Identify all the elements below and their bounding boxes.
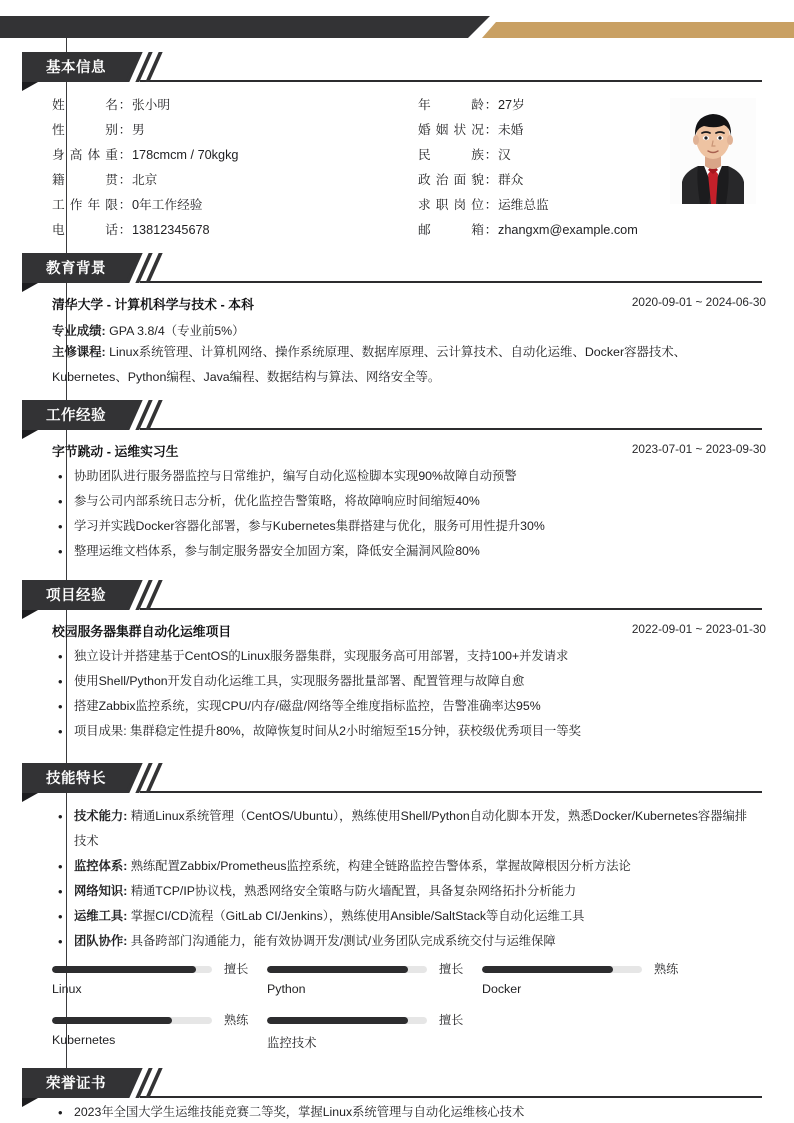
work-bullet-item: • 协助团队进行服务器监控与日常维护，编写自动化巡检脚本实现90%故障自动预警 — [52, 464, 752, 489]
project-bullet-item: • 搭建Zabbix监控系统，实现CPU/内存/磁盘/网络等全维度指标监控，告警准确率达95% — [52, 694, 752, 719]
info-label: 电话 — [52, 223, 118, 237]
education-courses-value: Linux系统管理、计算机网络、操作系统原理、数据库原理、云计算技术、自动化运维、Docker容器技术、Kubernetes、Python编程、Java编程、数据结构与算法、网络安全等。 — [52, 345, 687, 384]
info-row-right-2 — [418, 144, 638, 169]
work-title: 字节跳动 - 运维实习生 — [52, 444, 179, 459]
portrait-photo-icon — [670, 98, 756, 204]
work-bullet-list — [52, 464, 752, 564]
section-skills — [0, 763, 140, 793]
section-banner-skills — [22, 763, 140, 793]
top-decor-bar — [0, 16, 794, 38]
skill-bullet-text: 掌握CI/CD流程（GitLab CI/Jenkins），熟练使用Ansible/SaltStack等自动化运维工具 — [127, 909, 585, 923]
info-label: 性别 — [52, 123, 118, 137]
info-value: 未婚 — [498, 123, 524, 137]
info-value: 运维总监 — [498, 198, 549, 212]
skill-bullet-label: 运维工具: — [74, 909, 128, 923]
info-row-right-4 — [418, 194, 638, 219]
skill-bar-track — [52, 1017, 212, 1024]
section-rule-honors — [140, 1096, 762, 1098]
skill-bar-name: Linux — [52, 982, 82, 996]
project-date: 2022-09-01 ~ 2023-01-30 — [631, 622, 766, 636]
skill-bullet-label: 监控体系: — [74, 859, 128, 873]
info-label: 年龄 — [418, 98, 484, 112]
skill-bar-fill — [267, 1017, 408, 1024]
skill-bar-level: 熟练 — [224, 1013, 249, 1027]
banner-fold-shadow — [22, 793, 38, 802]
section-work — [0, 400, 140, 430]
info-value: zhangxm@example.com — [498, 223, 638, 237]
skill-bullet-item — [52, 879, 752, 904]
banner-stripes-icon — [130, 400, 186, 430]
section-title-honors: 荣誉证书 — [46, 1076, 106, 1092]
skill-bar-fill — [267, 966, 408, 973]
info-row-right-5 — [418, 219, 638, 244]
section-rule-work — [140, 428, 762, 430]
info-colon: ： — [484, 148, 498, 162]
info-colon: ： — [118, 148, 132, 162]
info-colon: ： — [118, 173, 132, 187]
skills-bullet-list — [52, 804, 752, 954]
info-colon: ： — [118, 123, 132, 137]
info-colon: ： — [118, 223, 132, 237]
skill-bullet-label: 网络知识: — [74, 884, 128, 898]
info-colon: ： — [484, 123, 498, 137]
skill-bar-name: Python — [267, 982, 306, 996]
info-value: 13812345678 — [132, 223, 210, 237]
section-rule-skills — [140, 791, 762, 793]
project-bullet-item: • 使用Shell/Python开发自动化运维工具，实现服务器批量部署、配置管理与故障自愈 — [52, 669, 752, 694]
info-label: 姓名 — [52, 98, 118, 112]
skill-bar-level: 擅长 — [439, 962, 464, 976]
work-bullet-item: • 学习并实践Docker容器化部署，参与Kubernetes集群搭建与优化，服务可用性提升30% — [52, 514, 752, 539]
info-value: 27岁 — [498, 98, 525, 112]
banner-fold-shadow — [22, 283, 38, 292]
info-value: 北京 — [132, 173, 158, 187]
skill-bar-fill — [52, 966, 196, 973]
honor-bullet-item: • 2023年全国大学生运维技能竞赛二等奖，掌握Linux系统管理与自动化运维核心技术 — [52, 1100, 752, 1123]
skill-bar-track — [482, 966, 642, 973]
education-title: 清华大学 - 计算机科学与技术 - 本科 — [52, 297, 254, 312]
section-title-skills: 技能特长 — [46, 771, 106, 787]
skill-bullet-item — [52, 929, 752, 954]
section-banner-basic — [22, 52, 140, 82]
info-label: 邮箱 — [418, 223, 484, 237]
section-banner-honors — [22, 1068, 140, 1098]
banner-stripes-icon — [130, 580, 186, 610]
skill-bullet-label: 团队协作: — [74, 934, 128, 948]
info-row-left-3 — [52, 169, 238, 194]
work-bullet-item: • 参与公司内部系统日志分析，优化监控告警策略，将故障响应时间缩短40% — [52, 489, 752, 514]
banner-stripes-icon — [130, 1068, 186, 1098]
info-label: 工作年限 — [52, 198, 118, 212]
top-decor-dark — [0, 16, 490, 38]
banner-fold-shadow — [22, 610, 38, 619]
info-row-right-0 — [418, 94, 638, 119]
skill-bar-fill — [482, 966, 613, 973]
education-gpa-label: 专业成绩: — [52, 324, 106, 338]
work-bullet-item: • 整理运维文档体系，参与制定服务器安全加固方案，降低安全漏洞风险80% — [52, 539, 752, 564]
skill-bar-name: 监控技术 — [267, 1036, 317, 1050]
info-colon: ： — [118, 98, 132, 112]
info-row-left-1 — [52, 119, 238, 144]
skill-bullet-item — [52, 854, 752, 879]
info-colon: ： — [484, 173, 498, 187]
honors-bullet-list — [52, 1100, 752, 1123]
info-label: 求职岗位 — [418, 198, 484, 212]
section-basic-info — [0, 52, 140, 82]
info-value: 男 — [132, 123, 145, 137]
education-courses-label: 主修课程: — [52, 345, 106, 359]
info-label: 婚姻状况 — [418, 123, 484, 137]
info-row-left-2 — [52, 144, 238, 169]
section-title-work: 工作经验 — [46, 408, 106, 424]
section-rule-education — [140, 281, 762, 283]
project-bullet-list — [52, 644, 752, 744]
info-colon: ： — [484, 98, 498, 112]
banner-fold-shadow — [22, 1098, 38, 1107]
skill-bar-fill — [52, 1017, 172, 1024]
skill-bullet-item — [52, 904, 752, 929]
section-education — [0, 253, 140, 283]
skill-bullet-label: 技术能力: — [74, 809, 128, 823]
section-rule-project — [140, 608, 762, 610]
skill-bullet-text: 熟练配置Zabbix/Prometheus监控系统，构建全链路监控告警体系，掌握故障根因分析方法论 — [127, 859, 631, 873]
skill-bullet-text: 精通TCP/IP协议栈，熟悉网络安全策略与防火墙配置，具备复杂网络拓扑分析能力 — [127, 884, 577, 898]
info-label: 政治面貌 — [418, 173, 484, 187]
info-value: 0年工作经验 — [132, 198, 203, 212]
banner-stripes-icon — [130, 52, 186, 82]
banner-stripes-icon — [130, 763, 186, 793]
section-honors — [0, 1068, 140, 1098]
skill-bullet-text: 具备跨部门沟通能力，能有效协调开发/测试/业务团队完成系统交付与运维保障 — [127, 934, 556, 948]
info-colon: ： — [484, 198, 498, 212]
banner-stripes-icon — [130, 253, 186, 283]
avatar — [670, 98, 756, 204]
info-colon: ： — [118, 198, 132, 212]
skill-bar-name: Docker — [482, 982, 522, 996]
info-label: 民族 — [418, 148, 484, 162]
info-colon: ： — [484, 223, 498, 237]
section-banner-work — [22, 400, 140, 430]
skill-bar-level: 擅长 — [439, 1013, 464, 1027]
education-courses — [52, 340, 744, 390]
section-title-project: 项目经验 — [46, 588, 106, 604]
skill-bar-name: Kubernetes — [52, 1033, 116, 1047]
education-date: 2020-09-01 ~ 2024-06-30 — [631, 295, 766, 309]
info-label: 身高体重 — [52, 148, 118, 162]
info-label: 籍贯 — [52, 173, 118, 187]
info-value: 汉 — [498, 148, 511, 162]
info-row-right-1 — [418, 119, 638, 144]
section-banner-project — [22, 580, 140, 610]
work-date: 2023-07-01 ~ 2023-09-30 — [631, 442, 766, 456]
education-gpa-value: GPA 3.8/4（专业前5%） — [105, 324, 245, 338]
skill-bar-track — [267, 1017, 427, 1024]
info-row-left-4 — [52, 194, 238, 219]
skill-bullet-item — [52, 804, 752, 854]
skill-bar-level: 擅长 — [224, 962, 249, 976]
section-rule-basic — [140, 80, 762, 82]
section-banner-education — [22, 253, 140, 283]
section-title-education: 教育背景 — [46, 261, 106, 277]
basic-info-left-column — [52, 94, 238, 244]
section-project — [0, 580, 140, 610]
info-value: 张小明 — [132, 98, 171, 112]
skill-bar-track — [52, 966, 212, 973]
info-value: 群众 — [498, 173, 524, 187]
banner-fold-shadow — [22, 430, 38, 439]
project-title: 校园服务器集群自动化运维项目 — [52, 624, 232, 639]
info-row-right-3 — [418, 169, 638, 194]
project-bullet-item: • 项目成果: 集群稳定性提升80%，故障恢复时间从2小时缩短至15分钟，获校级优秀项目一等奖 — [52, 719, 752, 744]
info-row-left-5 — [52, 219, 238, 244]
skill-bar-track — [267, 966, 427, 973]
top-decor-gold — [482, 22, 794, 38]
project-bullet-item: • 独立设计并搭建基于CentOS的Linux服务器集群，实现服务高可用部署，支持100+并发请求 — [52, 644, 752, 669]
education-gpa — [52, 321, 245, 339]
skill-bar-level: 熟练 — [654, 962, 679, 976]
skill-bullet-text: 精通Linux系统管理（CentOS/Ubuntu），熟练使用Shell/Python自动化脚本开发，熟悉Docker/Kubernetes容器编排技术 — [74, 809, 748, 848]
banner-fold-shadow — [22, 82, 38, 91]
info-row-left-0 — [52, 94, 238, 119]
section-title-basic: 基本信息 — [46, 60, 106, 76]
basic-info-right-column — [418, 94, 638, 244]
info-value: 178cmcm / 70kgkg — [132, 148, 239, 162]
